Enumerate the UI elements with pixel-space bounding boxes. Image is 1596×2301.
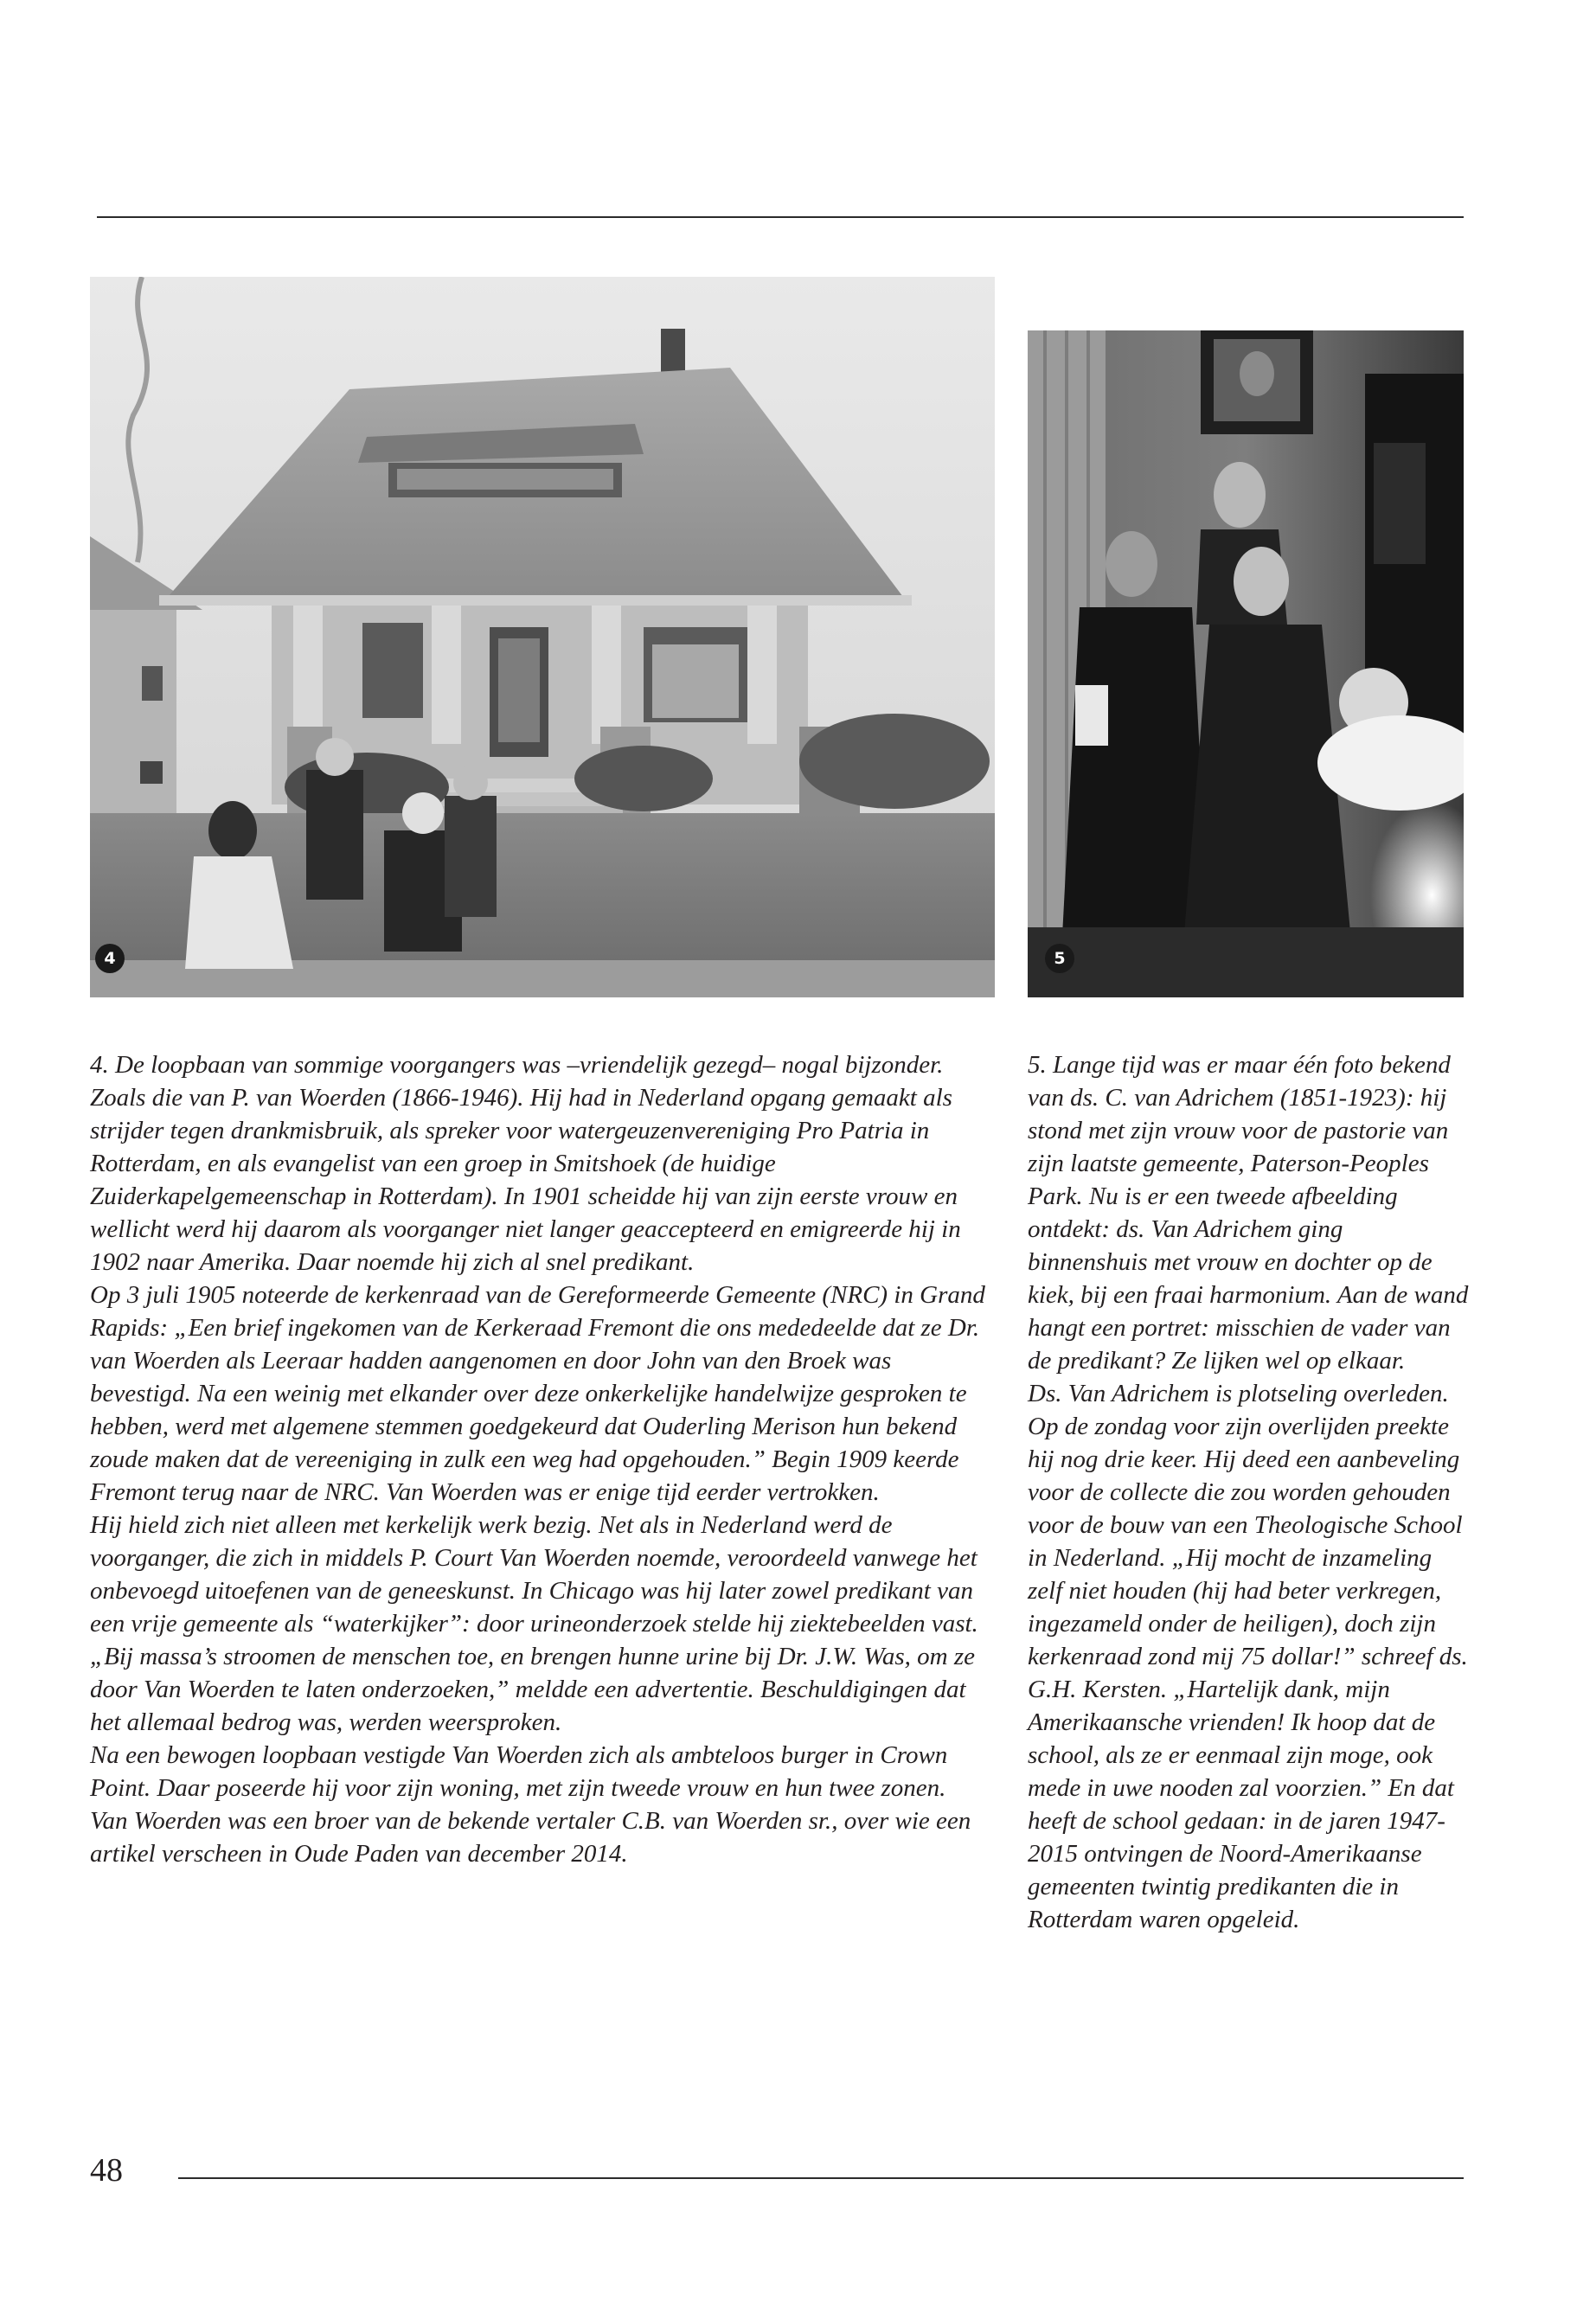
caption-photo-4 — [90, 1048, 995, 1870]
caption-paragraph: Van Woerden was een broer van de bekende vertaler C.B. van Woerden sr., over wie een artikel verscheen in Oude Paden van december 2014. — [90, 1807, 971, 1868]
page-number: 48 — [90, 2152, 123, 2189]
top-rule — [97, 216, 1464, 218]
caption-photo-5 — [1028, 1048, 1469, 1936]
photo-number-badge: 5 — [1045, 944, 1074, 973]
photo-number-badge: 4 — [95, 944, 125, 973]
caption-paragraph: Ds. Van Adrichem is plotseling overleden. Op de zondag voor zijn overlijden preekte hij nog drie keer. Hij deed een aanbeveling voor de collecte die zou worden gehouden voor de bouw van een Theologische School in Nederland. „Hij mocht de inzameling zelf niet houden (hij had beter verkregen, ingezameld onder de heiligen), doch zijn kerkenraad zond mij 75 dollar!” schreef ds. G.H. Kersten. „Hartelijk dank, mijn Amerikaansche vrienden! Ik hoop dat de school, als ze er eenmaal zijn moge, ook mede in uwe nooden zal voorzien.” En dat heeft de school gedaan: in de jaren 1947-2015 ontvingen de Noord-Amerikaanse gemeenten twintig predikanten die in Rotterdam waren opgeleid. — [1028, 1380, 1468, 1933]
caption-paragraph: 5. Lange tijd was er maar één foto bekend van ds. C. van Adrichem (1851-1923): hij stond met zijn vrouw voor de pastorie van zijn laatste gemeente, Paterson-Peoples Park. Nu is er een tweede afbeelding ontdekt: ds. Van Adrichem ging binnenshuis met vrouw en dochter op de kiek, bij een fraai harmonium. Aan de wand hangt een portret: misschien de vader van de predikant? Ze lijken wel op elkaar. — [1028, 1051, 1469, 1375]
caption-paragraph: Op 3 juli 1905 noteerde de kerkenraad van de Gereformeerde Gemeente (NRC) in Grand Rapids: „Een brief ingekomen van de Kerkeraad Fremont die ons mededeelde dat ze Dr. van Woerden als Leeraar hadden aangenomen en door John van den Broek was bevestigd. Na een weinig met elkander over deze onkerkelijke handelwijze gesproken te hebben, werd met algemene stemmen goedgekeurd dat Ouderling Merison hun bekend zoude maken dat de vereeniging in zulk een weg had opgehouden.” Begin 1909 keerde Fremont terug naar de NRC. Van Woerden was er enige tijd eerder vertrokken. — [90, 1281, 985, 1506]
caption-paragraph: Na een bewogen loopbaan vestigde Van Woerden zich als ambteloos burger in Crown Point. Daar poseerde hij voor zijn woning, met zijn tweede vrouw en hun twee zonen. — [90, 1741, 948, 1802]
house-photo-icon — [90, 277, 995, 997]
portrait-photo-icon — [1028, 330, 1464, 997]
bottom-rule — [178, 2177, 1464, 2179]
caption-paragraph: 4. De loopbaan van sommige voorgangers was –vriendelijk gezegd– nogal bijzonder. Zoals die van P. van Woerden (1866-1946). Hij had in Nederland opgang gemaakt als strijder tegen drankmisbruik, als spreker voor watergeuzenvereniging Pro Patria in Rotterdam, en als evangelist van een groep in Smitshoek (de huidige Zuiderkapelgemeenschap in Rotterdam). In 1901 scheidde hij van zijn eerste vrouw en wellicht werd hij daarom als voorganger niet langer geaccepteerd en emigreerde hij in 1902 naar Amerika. Daar noemde hij zich al snel predikant. — [90, 1051, 961, 1276]
caption-paragraph: Hij hield zich niet alleen met kerkelijk werk bezig. Net als in Nederland werd de voorganger, die zich in middels P. Court Van Woerden noemde, veroordeeld vanwege het onbevoegd uitoefenen van de geneeskunst. In Chicago was hij later zowel predikant van een vrije gemeente als “waterkijker”: door urineonderzoek stelde hij ziektebeelden vast. „Bij massa’s stroomen de menschen toe, en brengen hunne urine bij Dr. J.W. Was, om ze door Van Woerden te laten onderzoeken,” meldde een advertentie. Beschuldigingen dat het allemaal bedrog was, werden weersproken. — [90, 1511, 978, 1736]
photo-house-family — [90, 277, 995, 997]
photo-family-portrait — [1028, 330, 1464, 997]
